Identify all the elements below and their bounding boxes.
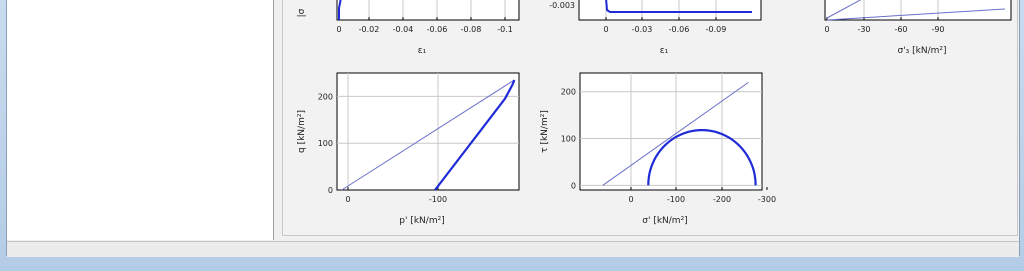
- x-tick-label: -100: [666, 195, 686, 204]
- y-tick-label: 0: [570, 181, 576, 191]
- x-tick-label: 0: [336, 25, 342, 34]
- y-axis-label: |σ: [297, 8, 307, 18]
- x-tick-label: 0: [345, 195, 351, 204]
- x-axis-label: σ'₃ [kN/m²]: [897, 46, 947, 56]
- x-tick-label: -300: [757, 195, 777, 204]
- x-axis-label: σ' [kN/m²]: [642, 216, 688, 226]
- x-tick-label: -30: [857, 25, 871, 34]
- plot-frame: [337, 73, 519, 190]
- x-tick-label: -0.06: [426, 25, 448, 34]
- x-tick-label: -0.03: [631, 25, 653, 34]
- x-axis-label: p' [kN/m²]: [399, 216, 445, 226]
- x-axis-label: ε₁: [417, 46, 427, 56]
- x-tick-label: -0.04: [392, 25, 414, 34]
- x-axis-label: ε₁: [659, 46, 669, 56]
- x-tick-label: -0.09: [705, 25, 727, 34]
- y-axis-label: τ [kN/m²]: [540, 110, 550, 153]
- y-axis-label: q [kN/m²]: [297, 110, 307, 153]
- y-tick-label: 100: [560, 134, 576, 144]
- x-tick-label: 0: [824, 25, 830, 34]
- x-tick-label: -60: [894, 25, 908, 34]
- x-tick-label: 0: [603, 25, 609, 34]
- x-tick-label: -0.06: [668, 25, 690, 34]
- chart-1: [337, 0, 519, 20]
- x-tick-label: -0.1: [497, 25, 513, 34]
- x-tick-label: -90: [931, 25, 945, 34]
- chart-5: [580, 73, 767, 190]
- y-tick-label: -0.003: [549, 1, 575, 10]
- y-tick-label: 200: [560, 87, 576, 97]
- plot-frame: [337, 0, 519, 20]
- y-tick-label: 200: [317, 92, 333, 102]
- plot-frame: [580, 73, 762, 190]
- x-tick-label: -0.02: [358, 25, 380, 34]
- x-tick-label: -200: [712, 195, 732, 204]
- y-tick-label: 0: [327, 186, 333, 195]
- chart-4: [337, 73, 519, 190]
- x-tick-label: -100: [428, 195, 448, 204]
- y-tick-label: 100: [317, 139, 333, 149]
- x-tick-label: 0: [628, 195, 634, 204]
- x-tick-label: -0.08: [460, 25, 482, 34]
